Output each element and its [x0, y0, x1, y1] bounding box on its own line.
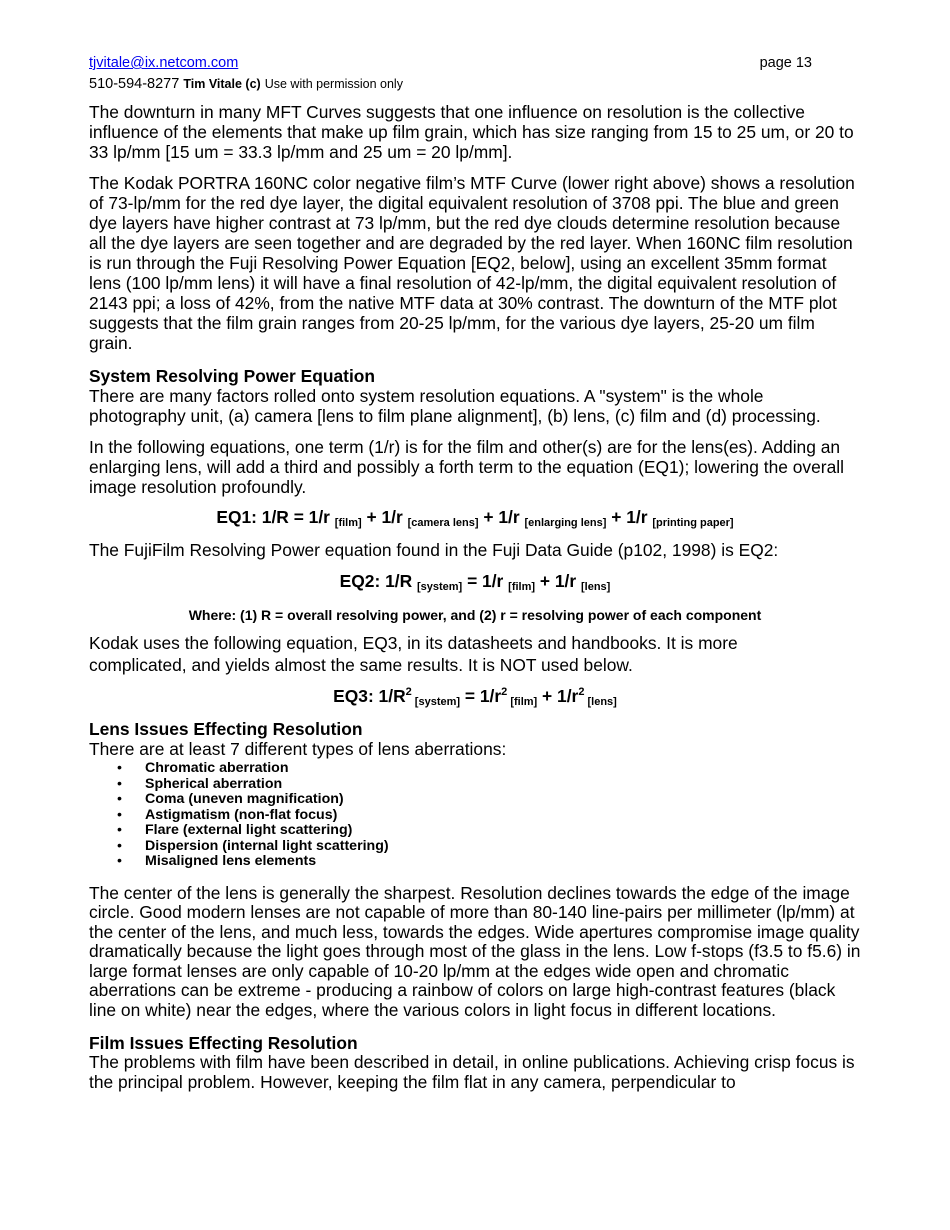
eq3-sup-3: 2 — [578, 686, 585, 698]
eq2-term3: + 1/r — [535, 571, 581, 591]
heading-lens-issues: Lens Issues Effecting Resolution — [89, 719, 363, 739]
paragraph-film-problems: The problems with film have been described in detail, in online publications. Achieving crisp focus is the principal problem. However, keeping the film flat in any camera, perpendicular to — [89, 1051, 855, 1092]
list-item: • Dispersion (internal light scattering) — [145, 839, 861, 855]
eq1-term2: + 1/r — [361, 507, 408, 527]
list-item: • Flare (external light scattering) — [145, 823, 861, 839]
phone-number: 510-594-8277 — [89, 76, 180, 92]
author-credit: Tim Vitale (c) — [183, 77, 261, 91]
heading-film-issues: Film Issues Effecting Resolution — [89, 1032, 358, 1053]
list-item: • Astigmatism (non-flat focus) — [145, 808, 861, 824]
paragraph-kodak-equation-b: complicated, and yields almost the same results. It is NOT used below. — [89, 655, 633, 675]
aberration-list — [89, 761, 861, 870]
eq3-lead: EQ3: 1/R — [333, 686, 406, 706]
eq1-term4: + 1/r — [606, 507, 653, 527]
eq2-term2: = 1/r — [462, 571, 509, 591]
equation-eq2 — [89, 570, 861, 598]
paragraph-lens-intro: There are at least 7 different types of lens aberrations: — [89, 739, 507, 759]
paragraph-lens-center-sharpness: The center of the lens is generally the sharpest. Resolution declines towards the edge of the image circle. Good modern lenses are not capable of more than 80-140 line-pairs per millimeter (lp/mm) at the center of the lens, and much less, towards the edges. Wide apertures compromise image quality dramatically because the light goes through most of the glass in the lens. Low f-stops (f3.5 to f5.6) in large format lenses are only capable of 10-20 lp/mm at the edges wide open and chromatic aberrations can be extreme - producing a rainbow of colors on large high-contrast features (black line on white) near the edges, where the various colors in light focus in different locations. — [89, 882, 861, 1021]
eq3-sub-system: [system] — [411, 696, 461, 708]
paragraph-fujifilm-equation: The FujiFilm Resolving Power equation found in the Fuji Data Guide (p102, 1998) is EQ2: — [89, 540, 779, 560]
eq2-sub-film: [film] — [508, 581, 536, 593]
paragraph-equation-terms: In the following equations, one term (1/r) is for the film and other(s) are for the lens(es). Adding an enlarging lens, will add a third and possibly a forth term to the equation (EQ1); lowering the overall image resolution profoundly. — [89, 437, 844, 497]
eq1-sub-film: [film] — [334, 517, 362, 529]
eq1-sub-enlarging-lens: [enlarging lens] — [524, 517, 607, 529]
paragraph-mft-downturn: The downturn in many MFT Curves suggests that one influence on resolution is the collective influence of the elements that make up film grain, which has size ranging from 15 to 25 um, or 20 to 33 lp/mm [15 um = 33.3 lp/mm and 25 um = 20 lp/mm]. — [89, 102, 854, 162]
eq3-sub-film: [film] — [507, 696, 538, 708]
list-item: • Misaligned lens elements — [145, 854, 861, 870]
page-header — [89, 55, 861, 76]
equation-where-note: Where: (1) R = overall resolving power, and (2) r = resolving power of each component — [188, 607, 762, 623]
email-link[interactable]: tjvitale@ix.netcom.com — [89, 55, 239, 71]
permission-note: Use with permission only — [264, 77, 403, 91]
eq1-term3: + 1/r — [478, 507, 525, 527]
eq2-sub-lens: [lens] — [581, 581, 611, 593]
heading-system-resolving-power: System Resolving Power Equation — [89, 366, 376, 386]
paragraph-kodak-equation-a: Kodak uses the following equation, EQ3, in its datasheets and handbooks. It is more — [89, 633, 738, 653]
page-number: page 13 — [759, 55, 812, 71]
equation-eq3 — [89, 685, 861, 713]
list-item: • Spherical aberration — [145, 777, 861, 793]
header-contact-line — [89, 76, 861, 94]
eq3-sup-2: 2 — [501, 686, 508, 698]
eq1-sub-camera-lens: [camera lens] — [407, 517, 479, 529]
list-item: • Chromatic aberration — [145, 761, 861, 777]
paragraph-portra-160nc: The Kodak PORTRA 160NC color negative film’s MTF Curve (lower right above) shows a resolution of 73-lp/mm for the red dye layer, the digital equivalent resolution of 3708 ppi. The blue and green dye layers have higher contrast at 73 lp/mm, but the red dye clouds determine resolution because all the dye layers are seen together and are degraded by the red layer. When 160NC film resolution is run through the Fuji Resolving Power Equation [EQ2, below], using an excellent 35mm format lens (100 lp/mm lens) it will have a final resolution of 42-lp/mm, the digital equivalent resolution of 2143 ppi; a loss of 42%, from the native MTF data at 30% contrast. The downturn of the MTF plot suggests that the film grain ranges from 20-25 lp/mm, for the various dye layers, 25-20 um film grain. — [89, 173, 855, 353]
paragraph-system-factors: There are many factors rolled onto system resolution equations. A "system" is the whole photography unit, (a) camera [lens to film plane alignment], (b) lens, (c) film and (d) processing. — [89, 386, 821, 426]
eq3-term3: + 1/r — [537, 686, 579, 706]
eq3-sup-1: 2 — [405, 686, 412, 698]
eq3-term2: = 1/r — [460, 686, 502, 706]
eq1-lead: EQ1: 1/R = 1/r — [216, 507, 335, 527]
list-item: • Coma (uneven magnification) — [145, 792, 861, 808]
eq2-sub-system: [system] — [416, 581, 463, 593]
eq3-sub-lens: [lens] — [584, 696, 617, 708]
eq1-sub-printing-paper: [printing paper] — [652, 517, 734, 529]
equation-eq1 — [89, 506, 861, 534]
eq2-lead: EQ2: 1/R — [339, 571, 417, 591]
document-page — [89, 55, 861, 1092]
